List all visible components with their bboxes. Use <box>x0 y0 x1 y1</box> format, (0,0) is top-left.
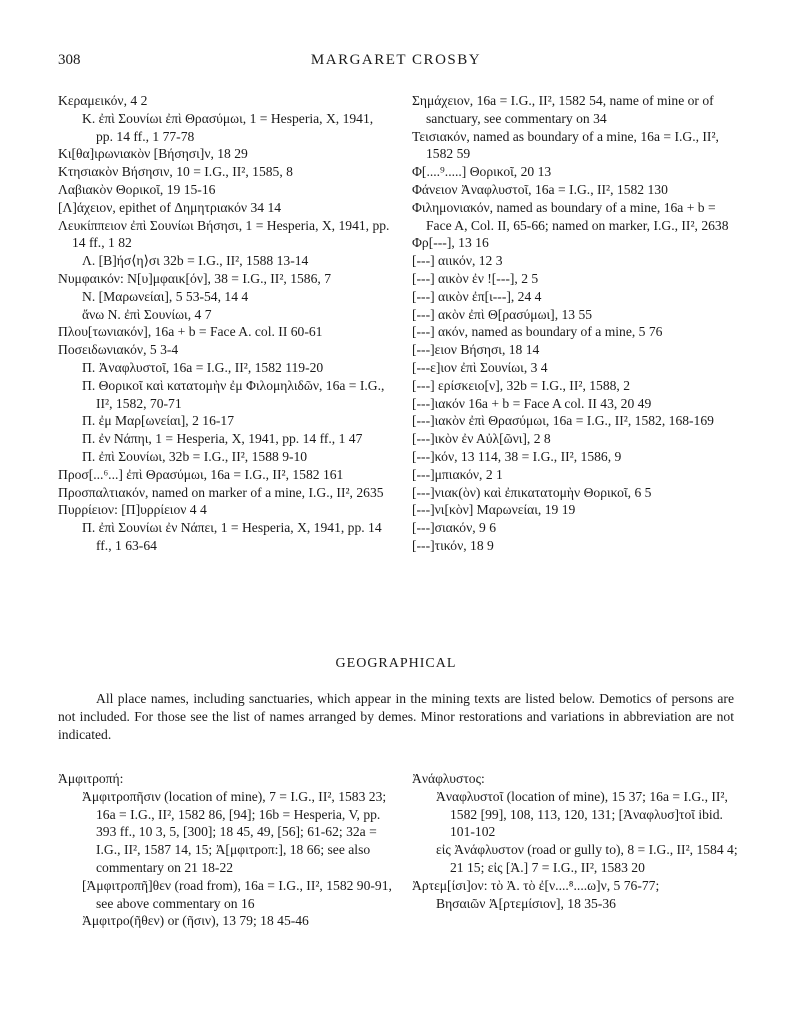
index-entry: Λαβιακὸν Θορικοῖ, 19 15-16 <box>58 181 216 197</box>
index-entry: Λευκίππειον ἐπὶ Σουνίωι Βήσησι, 1 = Hesperia, X, 1941, pp. 14 ff., 1 82 <box>58 217 390 251</box>
index-entry: Φιλημονιακόν, named as boundary of a mine, 16a + b = Face A, Col. II, 65-66; named on marker, I.G., II², 2638 <box>412 199 729 233</box>
index-entry: [---]ιακὸν ἐπὶ Θρασύμωι, 16a = I.G., II², 1582, 168-169 <box>412 413 714 429</box>
running-head: MARGARET CROSBY <box>310 52 482 68</box>
index-entry: Π. ἐμ Μαρ[ωνείαι], 2 16-17 <box>82 413 235 429</box>
index-entry: Νυμφαικόν: Ν[υ]μφαικ[όν], 38 = I.G., II², 1586, 7 <box>58 270 331 286</box>
index-entry: Π. Ἀναφλυστοῖ, 16a = I.G., II², 1582 119-20 <box>82 359 324 375</box>
index-entry: Κι[θα]ιρωνιακὸν [Βήσησι]ν, 18 29 <box>58 146 248 162</box>
index-entry: [---] αικὸν ἐπ[ι---], 24 4 <box>412 288 542 304</box>
index-left-column <box>58 92 392 555</box>
index-entry: Κεραμεικόν, 4 2 <box>58 93 148 108</box>
index-entry: Ἀνάφλυστος: <box>412 771 485 786</box>
index-entry: Λ. [Β]ήσ⟨η⟩σι 32b = I.G., II², 1588 13-14 <box>82 253 309 269</box>
index-entry: [---]κόν, 13 114, 38 = I.G., II², 1586, 9 <box>412 448 622 464</box>
index-entry: Φ[....⁹.....] Θορικοῖ, 20 13 <box>412 164 552 180</box>
index-entry: [---]μπιακόν, 2 1 <box>412 466 503 482</box>
index-entry: Φρ[---], 13 16 <box>412 235 489 251</box>
index-entry: Π. ἐν Νάπηι, 1 = Hesperia, X, 1941, pp. 14 ff., 1 47 <box>82 431 363 447</box>
index-entry: Πυρρίειον: [Π]υρρίειον 4 4 <box>58 502 207 518</box>
page-number: 308 <box>58 52 81 68</box>
index-entry: [---] αιικόν, 12 3 <box>412 253 503 269</box>
index-entry: Βησαιῶν Ἀ[ρτεμίσιον], 18 35-36 <box>436 895 616 911</box>
index-entry: Σημάχειον, 16a = I.G., II², 1582 54, name of mine or of sanctuary, see commentary on 34 <box>412 93 714 126</box>
index-entry: Π. Θορικοῖ καὶ κατατομὴν ἐμ Φιλομηλιδῶν, 16a = I.G., II², 1582, 70-71 <box>82 377 385 411</box>
index-entry: [---]ιακόν 16a + b = Face A col. II 43, 20 49 <box>412 395 652 411</box>
index-entry: ἄνω Ν. ἐπὶ Σουνίωι, 4 7 <box>82 306 212 322</box>
index-entry: Ἀμφιτροπῆσιν (location of mine), 7 = I.G., II², 1583 23; 16a = I.G., II², 1582 86, [94]; 16b = Hesperia, V, pp. 393 ff., 10 3, 5, [300]; 18 45, 49, [56]; 61-62; 32a = I.G., II², 1587 14, 15; Ἀ[μφιτροπ:], 18 66; see also commentary on 21 18-22 <box>82 788 387 875</box>
index-entry: Φάνειον Ἀναφλυστοῖ, 16a = I.G., II², 1582 130 <box>412 181 668 197</box>
index-entry: Ἀναφλυστοῖ (location of mine), 15 37; 16a = I.G., II², 1582 [99], 108, 113, 120, 131; [Ἀναφλυσ]τοῖ ibid. 101-102 <box>436 788 728 840</box>
index-entry: [---] ακὸν ἐπὶ Θ[ρασύμωι], 13 55 <box>412 306 593 322</box>
index-entry: Ἀμφιτρο(ῆθεν) or (ῆσιν), 13 79; 18 45-46 <box>82 913 309 929</box>
index-entry: Ν. [Μαρωνείαι], 5 53-54, 14 4 <box>82 288 249 304</box>
index-entry: Ποσειδωνιακόν, 5 3-4 <box>58 342 179 358</box>
index-entry: [---] ακόν, named as boundary of a mine, 5 76 <box>412 324 663 340</box>
index-entry: Προσπαλτιακόν, named on marker of a mine, I.G., II², 2635 <box>58 484 384 500</box>
index-entry: [---]ειον Βήσησι, 18 14 <box>412 342 540 358</box>
section-heading-geographical: GEOGRAPHICAL <box>335 656 457 671</box>
index-entry: [---] ερίσκειο[ν], 32b = I.G., II², 1588, 2 <box>412 377 631 393</box>
index-entry: Κτησιακὸν Βήσησιν, 10 = I.G., II², 1585, 8 <box>58 164 293 180</box>
index-entry: [---]σιακόν, 9 6 <box>412 520 497 536</box>
index-entry: [---]νι[κὸν] Μαρωνείαι, 19 19 <box>412 502 576 518</box>
index-entry: Π. ἐπὶ Σουνίωι ἐν Νάπει, 1 = Hesperia, X, 1941, pp. 14 ff., 1 63-64 <box>82 520 382 553</box>
geo-left-column <box>58 770 392 930</box>
index-entry: [---ε]ιον ἐπὶ Σουνίωι, 3 4 <box>412 359 548 375</box>
index-entry: Ἀρτεμ[ίσι]ον: τὸ Ἀ. τὸ ἐ[ν....⁸....ω]ν, 5 76-77; <box>412 877 660 893</box>
index-entry: Τεισιακόν, named as boundary of a mine, 16a = I.G., II², 1582 59 <box>412 128 719 162</box>
index-entry: [---]τικόν, 18 9 <box>412 537 494 553</box>
index-entry: Κ. ἐπὶ Σουνίωι ἐπὶ Θρασύμωι, 1 = Hesperia, X, 1941, pp. 14 ff., 1 77-78 <box>82 110 374 144</box>
index-entry: Ἀμφιτροπή: <box>58 771 124 786</box>
index-entry: Προσ[...⁶...] ἐπὶ Θρασύμωι, 16a = I.G., II², 1582 161 <box>58 466 344 482</box>
geographical-intro: All place names, including sanctuaries, which appear in the mining texts are listed below. Demotics of persons are not included. For those see the list of names arranged by demes. Minor restorations and variations in abbreviation are not indicated. <box>58 691 734 742</box>
index-entry: [Λ]άχειον, epithet of Δημητριακόν 34 14 <box>58 199 282 215</box>
index-entry: Πλου[τωνιακόν], 16a + b = Face A. col. II 60-61 <box>58 324 323 340</box>
index-entry: [---]νιακ(ὸν) καὶ ἐπικατατομὴν Θορικοῖ, 6 5 <box>412 484 652 500</box>
index-right-column <box>412 92 742 555</box>
page-header <box>58 52 734 74</box>
geo-right-column <box>412 770 742 912</box>
index-entry: εἰς Ἀνάφλυστον (road or gully to), 8 = I.G., II², 1584 4; 21 15; εἰς [Ἀ.] 7 = I.G., II², 1583 20 <box>436 842 738 875</box>
index-entry: [---] αικὸν ἐν ![---], 2 5 <box>412 270 539 286</box>
index-entry: [Ἀμφιτροπῆ]θεν (road from), 16a = I.G., II², 1582 90-91, see above commentary on 16 <box>82 877 392 911</box>
index-entry: Π. ἐπὶ Σουνίωι, 32b = I.G., II², 1588 9-10 <box>82 448 308 464</box>
index-entry: [---]ικὸν ἐν Αὐλ[ῶνι], 2 8 <box>412 431 551 447</box>
